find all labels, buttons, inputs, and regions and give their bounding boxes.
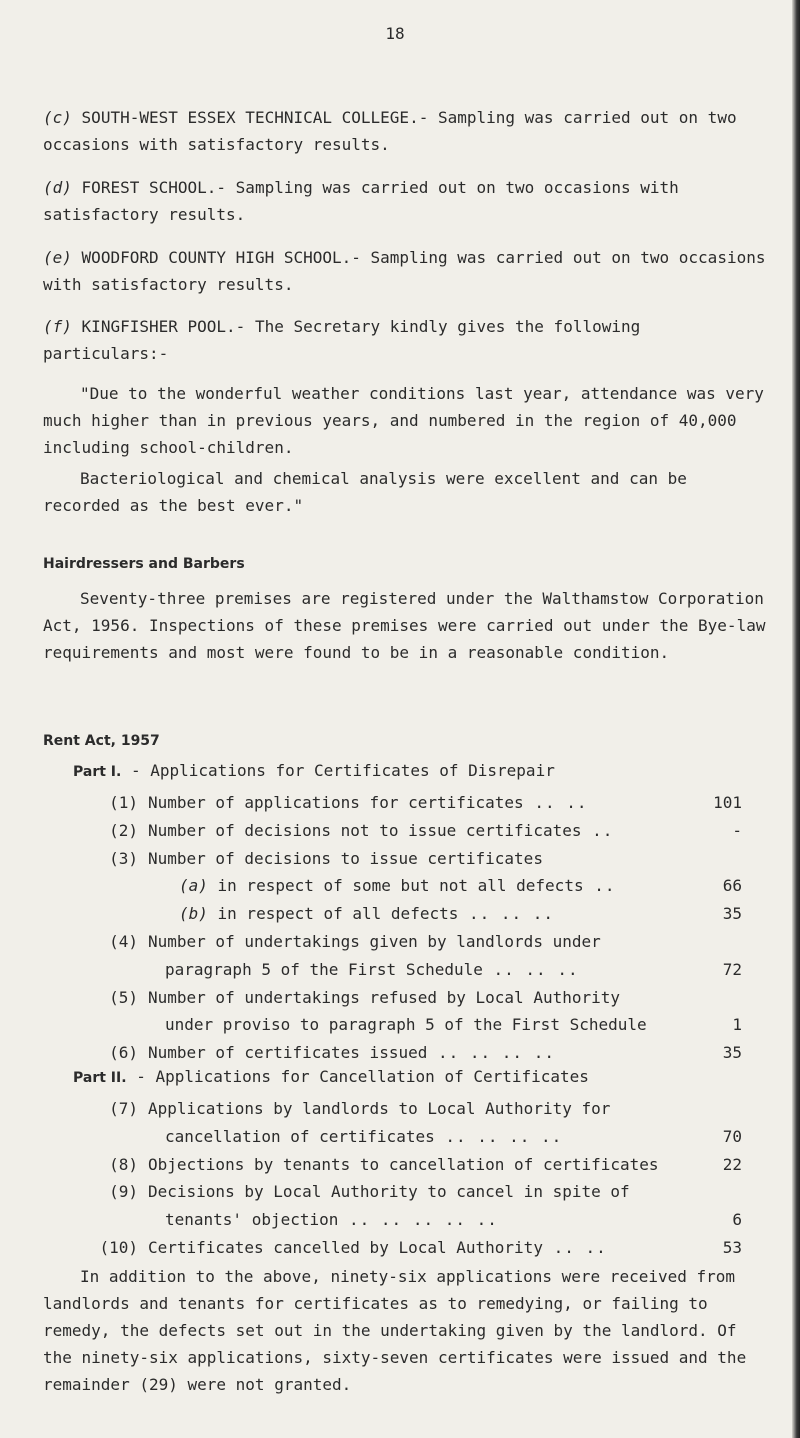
row-description: in respect of all defects	[217, 904, 459, 924]
page-edge-shadow	[792, 0, 800, 1438]
hairdressers-heading: Hairdressers and Barbers	[43, 556, 245, 572]
table-row	[78, 789, 768, 816]
row-value: 35	[722, 1043, 742, 1063]
row-text	[148, 928, 601, 955]
row-description: Number of decisions to issue certificates	[148, 848, 543, 868]
row-text	[148, 1178, 630, 1205]
row-leader-dots: .. .. .. ..	[427, 1043, 555, 1063]
hairdressers-paragraph: Seventy-three premises are registered under the Walthamstow Corporation Act, 1956. Inspections of these premises were carried out under the Bye-law requirements and most were found to be in a reasonable condition.	[43, 589, 766, 662]
row-number: (4)	[109, 932, 138, 951]
row-value: 35	[722, 904, 742, 924]
row-value: 66	[722, 876, 742, 896]
row-number: (8)	[109, 1154, 138, 1174]
row-number: (7)	[109, 1099, 138, 1118]
row-description: Applications by landlords to Local Authority for	[148, 1099, 611, 1118]
row-text	[165, 1206, 498, 1233]
row-leader-dots: .. .. ..	[458, 904, 555, 924]
row-description: paragraph 5 of the First Schedule	[165, 959, 483, 979]
row-description: Number of applications for certificates	[148, 793, 524, 812]
row-value: 1	[732, 1015, 742, 1035]
row-leader-dots: ..	[581, 820, 614, 840]
row-number: (1)	[109, 793, 138, 812]
row-leader-dots: .. .. .. .. ..	[338, 1210, 498, 1230]
row-number: (3)	[109, 848, 138, 868]
section-c-text: SOUTH-WEST ESSEX TECHNICAL COLLEGE.- Sampling was carried out on two occasions with satisfactory results.	[43, 108, 737, 154]
table-row	[78, 1095, 768, 1122]
closing-paragraph: In addition to the above, ninety-six applications were received from landlords and tenants for certificates as to remedying, or failing to remedy, the defects set out in the undertaking given by the landlord. Of the ninety-six applications, sixty-seven certificates were issued and the remainder (29) were not granted.	[43, 1267, 747, 1394]
row-text	[179, 900, 554, 927]
row-text	[148, 1095, 610, 1122]
section-c-label: (c)	[43, 108, 72, 127]
section-e-label: (e)	[43, 248, 72, 267]
page-number: 18	[385, 24, 405, 43]
section-f-text: KINGFISHER POOL.- The Secretary kindly gives the following particulars:-	[43, 317, 641, 363]
row-text	[165, 1123, 562, 1150]
row-number: (2)	[109, 820, 138, 840]
row-description: Certificates cancelled by Local Authority	[148, 1238, 543, 1257]
section-e-text: WOODFORD COUNTY HIGH SCHOOL.- Sampling was carried out on two occasions with satisfactory results.	[43, 248, 766, 294]
quote-paragraph-2: Bacteriological and chemical analysis were excellent and can be recorded as the best ever."	[43, 469, 687, 515]
table-row	[78, 1178, 768, 1205]
row-value: 22	[722, 1154, 742, 1174]
row-leader-dots: .. .. ..	[482, 959, 579, 979]
row-description: Number of undertakings refused by Local Authority	[148, 987, 621, 1007]
section-f-label: (f)	[43, 317, 72, 336]
row-text	[148, 817, 613, 844]
row-number: (9)	[109, 1182, 138, 1202]
section-e	[43, 244, 768, 298]
row-text	[148, 1151, 659, 1178]
row-description: Decisions by Local Authority to cancel in spite of	[148, 1182, 630, 1202]
row-value: -	[732, 820, 742, 840]
row-number: (5)	[109, 987, 138, 1007]
row-text	[148, 1234, 607, 1261]
table-row	[78, 872, 768, 899]
row-description: Number of decisions not to issue certificates	[148, 820, 582, 840]
section-c	[43, 104, 768, 158]
row-description: tenants' objection	[165, 1210, 339, 1230]
table-row	[78, 1039, 768, 1066]
table-row	[78, 845, 768, 872]
row-description: Number of undertakings given by landlords under	[148, 932, 601, 951]
table-row	[78, 1123, 768, 1150]
row-text	[165, 1011, 647, 1038]
row-leader-dots: .. ..	[542, 1238, 607, 1257]
row-value: 70	[722, 1126, 742, 1146]
section-f	[43, 313, 768, 367]
row-description: Objections by tenants to cancellation of certificates	[148, 1154, 659, 1174]
row-leader-dots: .. .. .. ..	[434, 1126, 563, 1146]
table-row	[78, 1234, 768, 1261]
row-value: 53	[722, 1238, 742, 1257]
row-sub-label: (b)	[179, 904, 218, 924]
row-value: 72	[722, 959, 742, 979]
row-number: (6)	[109, 1043, 138, 1063]
rent-act-heading: Rent Act, 1957	[43, 733, 160, 749]
row-description: in respect of some but not all defects	[217, 876, 584, 896]
section-d-text: FOREST SCHOOL.- Sampling was carried out on two occasions with satisfactory results.	[43, 178, 679, 224]
part-2-heading	[73, 1067, 589, 1086]
row-text	[148, 984, 620, 1011]
row-text	[148, 789, 587, 816]
row-value: 101	[713, 793, 742, 812]
row-leader-dots: .. ..	[523, 793, 588, 812]
table-row	[78, 1206, 768, 1233]
row-text	[148, 1039, 555, 1066]
table-row	[78, 1011, 768, 1038]
section-d	[43, 174, 768, 228]
row-leader-dots: ..	[583, 876, 616, 896]
row-sub-label: (a)	[179, 876, 218, 896]
part-1-label: Part I.	[73, 764, 122, 780]
table-row	[78, 1151, 768, 1178]
part-1-heading	[73, 761, 555, 780]
row-text	[179, 872, 615, 899]
row-description: under proviso to paragraph 5 of the First Schedule	[165, 1015, 647, 1035]
quote-paragraph-1: "Due to the wonderful weather conditions last year, attendance was very much higher than in previous years, and numbered in the region of 40,000 including school-children.	[43, 384, 764, 457]
table-row	[78, 900, 768, 927]
part-2-label: Part II.	[73, 1070, 127, 1086]
row-value: 6	[732, 1210, 742, 1230]
row-description: Number of certificates issued	[148, 1043, 428, 1063]
table-row	[78, 928, 768, 955]
table-row	[78, 984, 768, 1011]
part-2-title: - Applications for Cancellation of Certificates	[136, 1067, 589, 1086]
table-row	[78, 956, 768, 983]
row-text	[165, 956, 579, 983]
row-description: cancellation of certificates	[165, 1126, 435, 1146]
row-text	[148, 845, 543, 872]
part-1-title: - Applications for Certificates of Disrepair	[130, 761, 555, 780]
section-d-label: (d)	[43, 178, 72, 197]
table-row	[78, 817, 768, 844]
row-number: (10)	[99, 1238, 138, 1257]
